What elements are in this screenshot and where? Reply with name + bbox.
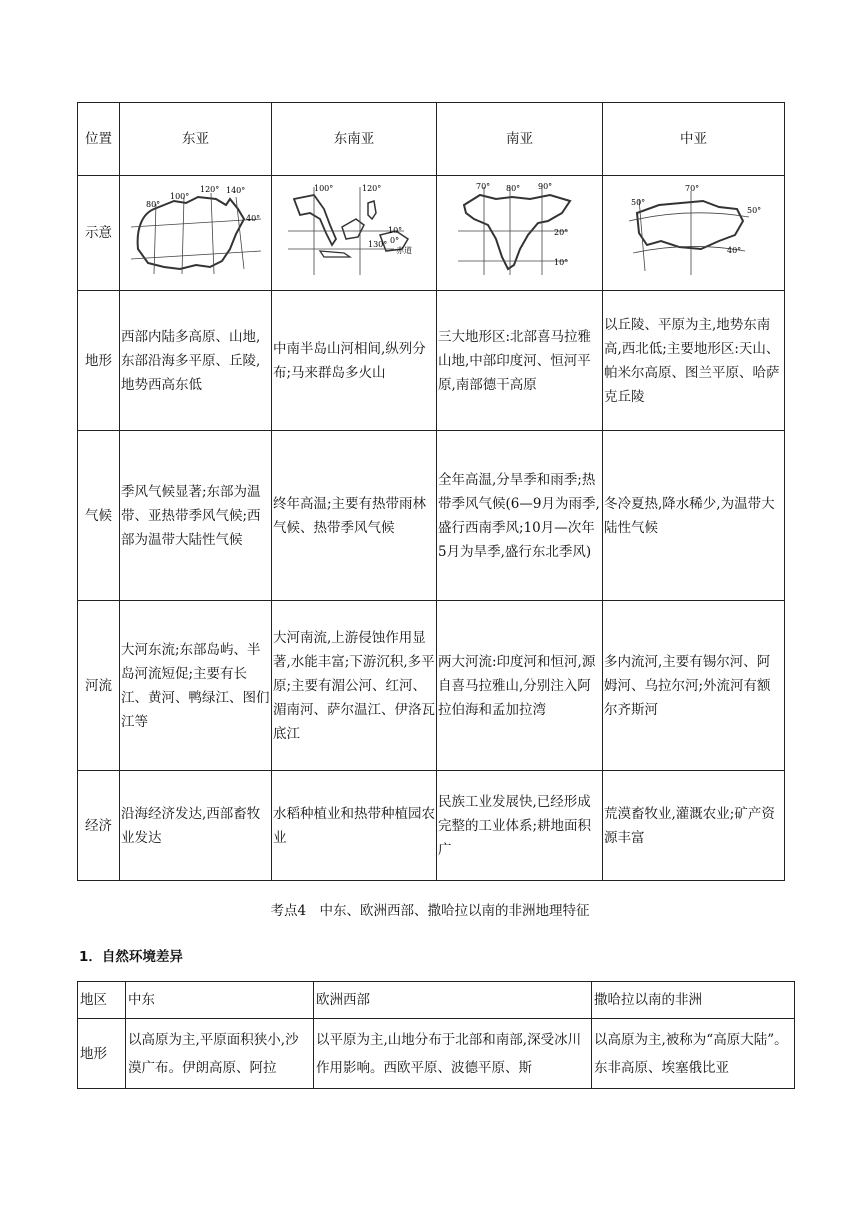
header-cell: 东亚	[120, 103, 272, 176]
map-label: 80°	[145, 200, 160, 209]
table-cell: 三大地形区:北部喜马拉雅山地,中部印度河、恒河平原,南部德干高原	[437, 291, 603, 431]
row-label: 示意	[78, 176, 120, 291]
header-cell: 中亚	[603, 103, 785, 176]
table-header-row	[78, 982, 795, 1019]
table-cell: 以高原为主,平原面积狭小,沙漠广布。伊朗高原、阿拉	[126, 1019, 314, 1089]
map-label: 120°	[199, 185, 219, 194]
map-row	[78, 176, 785, 291]
map-cell	[120, 176, 272, 291]
row-label: 气候	[78, 431, 120, 601]
map-label: 90°	[537, 182, 552, 191]
header-cell: 撒哈拉以南的非洲	[592, 982, 795, 1019]
row-label: 地形	[78, 291, 120, 431]
header-cell: 南亚	[437, 103, 603, 176]
map-label: 100°	[314, 184, 334, 193]
map-label: 10°	[388, 226, 403, 235]
table-cell: 冬冷夏热,降水稀少,为温带大陆性气候	[603, 431, 785, 601]
map-label: 40°	[245, 214, 260, 223]
map-label: 10°	[553, 258, 568, 267]
map-label: 120°	[362, 184, 382, 193]
table-row	[78, 601, 785, 771]
map-label: 140°	[225, 186, 245, 195]
table-cell: 中南半岛山河相间,纵列分布;马来群岛多火山	[272, 291, 437, 431]
table-cell: 西部内陆多高原、山地,东部沿海多平原、丘陵,地势西高东低	[120, 291, 272, 431]
table-row	[78, 431, 785, 601]
table-cell: 大河南流,上游侵蚀作用显著,水能丰富;下游沉积,多平原;主要有湄公河、红河、湄南河、萨尔温江、伊洛瓦底江	[272, 601, 437, 771]
map-label: 40°	[726, 246, 741, 255]
table-cell: 沿海经济发达,西部畜牧业发达	[120, 771, 272, 881]
table-cell: 大河东流;东部岛屿、半岛河流短促;主要有长江、黄河、鸭绿江、图们江等	[120, 601, 272, 771]
table-cell: 以丘陵、平原为主,地势东南高,西北低;主要地形区:天山、帕米尔高原、图兰平原、哈萨克丘陵	[603, 291, 785, 431]
table-cell: 全年高温,分旱季和雨季;热带季风气候(6—9月为雨季,盛行西南季风;10月—次年5月为旱季,盛行东北季风)	[437, 431, 603, 601]
table-cell: 水稻种植业和热带种植园农业	[272, 771, 437, 881]
table-cell: 多内流河,主要有锡尔河、阿姆河、乌拉尔河;外流河有额尔齐斯河	[603, 601, 785, 771]
map-label: 50°	[746, 206, 761, 215]
central-asia-map-icon	[619, 179, 769, 279]
map-label: 100°	[169, 192, 189, 201]
table-cell: 季风气候显著;东部为温带、亚热带季风气候;西部为温带大陆性气候	[120, 431, 272, 601]
table-cell: 两大河流:印度河和恒河,源自喜马拉雅山,分别注入阿拉伯海和孟加拉湾	[437, 601, 603, 771]
map-label: 0°	[390, 236, 400, 245]
table-row	[78, 1019, 795, 1089]
map-label: 70°	[684, 184, 699, 193]
region-comparison-table	[77, 102, 785, 881]
map-label: 70°	[475, 182, 490, 191]
section-caption: 考点4 中东、欧洲西部、撒哈拉以南的非洲地理特征	[270, 903, 590, 919]
southeast-asia-map-icon	[284, 179, 424, 279]
table-cell: 民族工业发展快,已经形成完整的工业体系;耕地面积广	[437, 771, 603, 881]
table-header-row	[78, 103, 785, 176]
map-label: 赤道	[396, 246, 412, 255]
map-cell	[437, 176, 603, 291]
table-cell: 以平原为主,山地分布于北部和南部,深受冰川作用影响。西欧平原、波德平原、斯	[314, 1019, 592, 1089]
row-label: 经济	[78, 771, 120, 881]
map-label: 50°	[630, 198, 645, 207]
map-label: 20°	[553, 228, 568, 237]
map-cell	[272, 176, 437, 291]
east-asia-map-icon	[126, 179, 266, 279]
header-cell: 中东	[126, 982, 314, 1019]
table-cell: 以高原为主,被称为“高原大陆”。东非高原、埃塞俄比亚	[592, 1019, 795, 1089]
map-label: 130°	[368, 240, 388, 249]
header-cell: 东南亚	[272, 103, 437, 176]
map-label: 80°	[505, 184, 520, 193]
table-row	[78, 291, 785, 431]
header-cell: 欧洲西部	[314, 982, 592, 1019]
table-row	[78, 771, 785, 881]
header-cell: 位置	[78, 103, 120, 176]
environment-difference-table	[77, 981, 795, 1089]
table-cell: 终年高温;主要有热带雨林气候、热带季风气候	[272, 431, 437, 601]
row-label: 地形	[78, 1019, 126, 1089]
map-cell	[603, 176, 785, 291]
section-title: 1．自然环境差异	[79, 949, 183, 965]
south-asia-map-icon	[450, 179, 590, 279]
row-label: 河流	[78, 601, 120, 771]
table-cell: 荒漠畜牧业,灌溉农业;矿产资源丰富	[603, 771, 785, 881]
header-cell: 地区	[78, 982, 126, 1019]
